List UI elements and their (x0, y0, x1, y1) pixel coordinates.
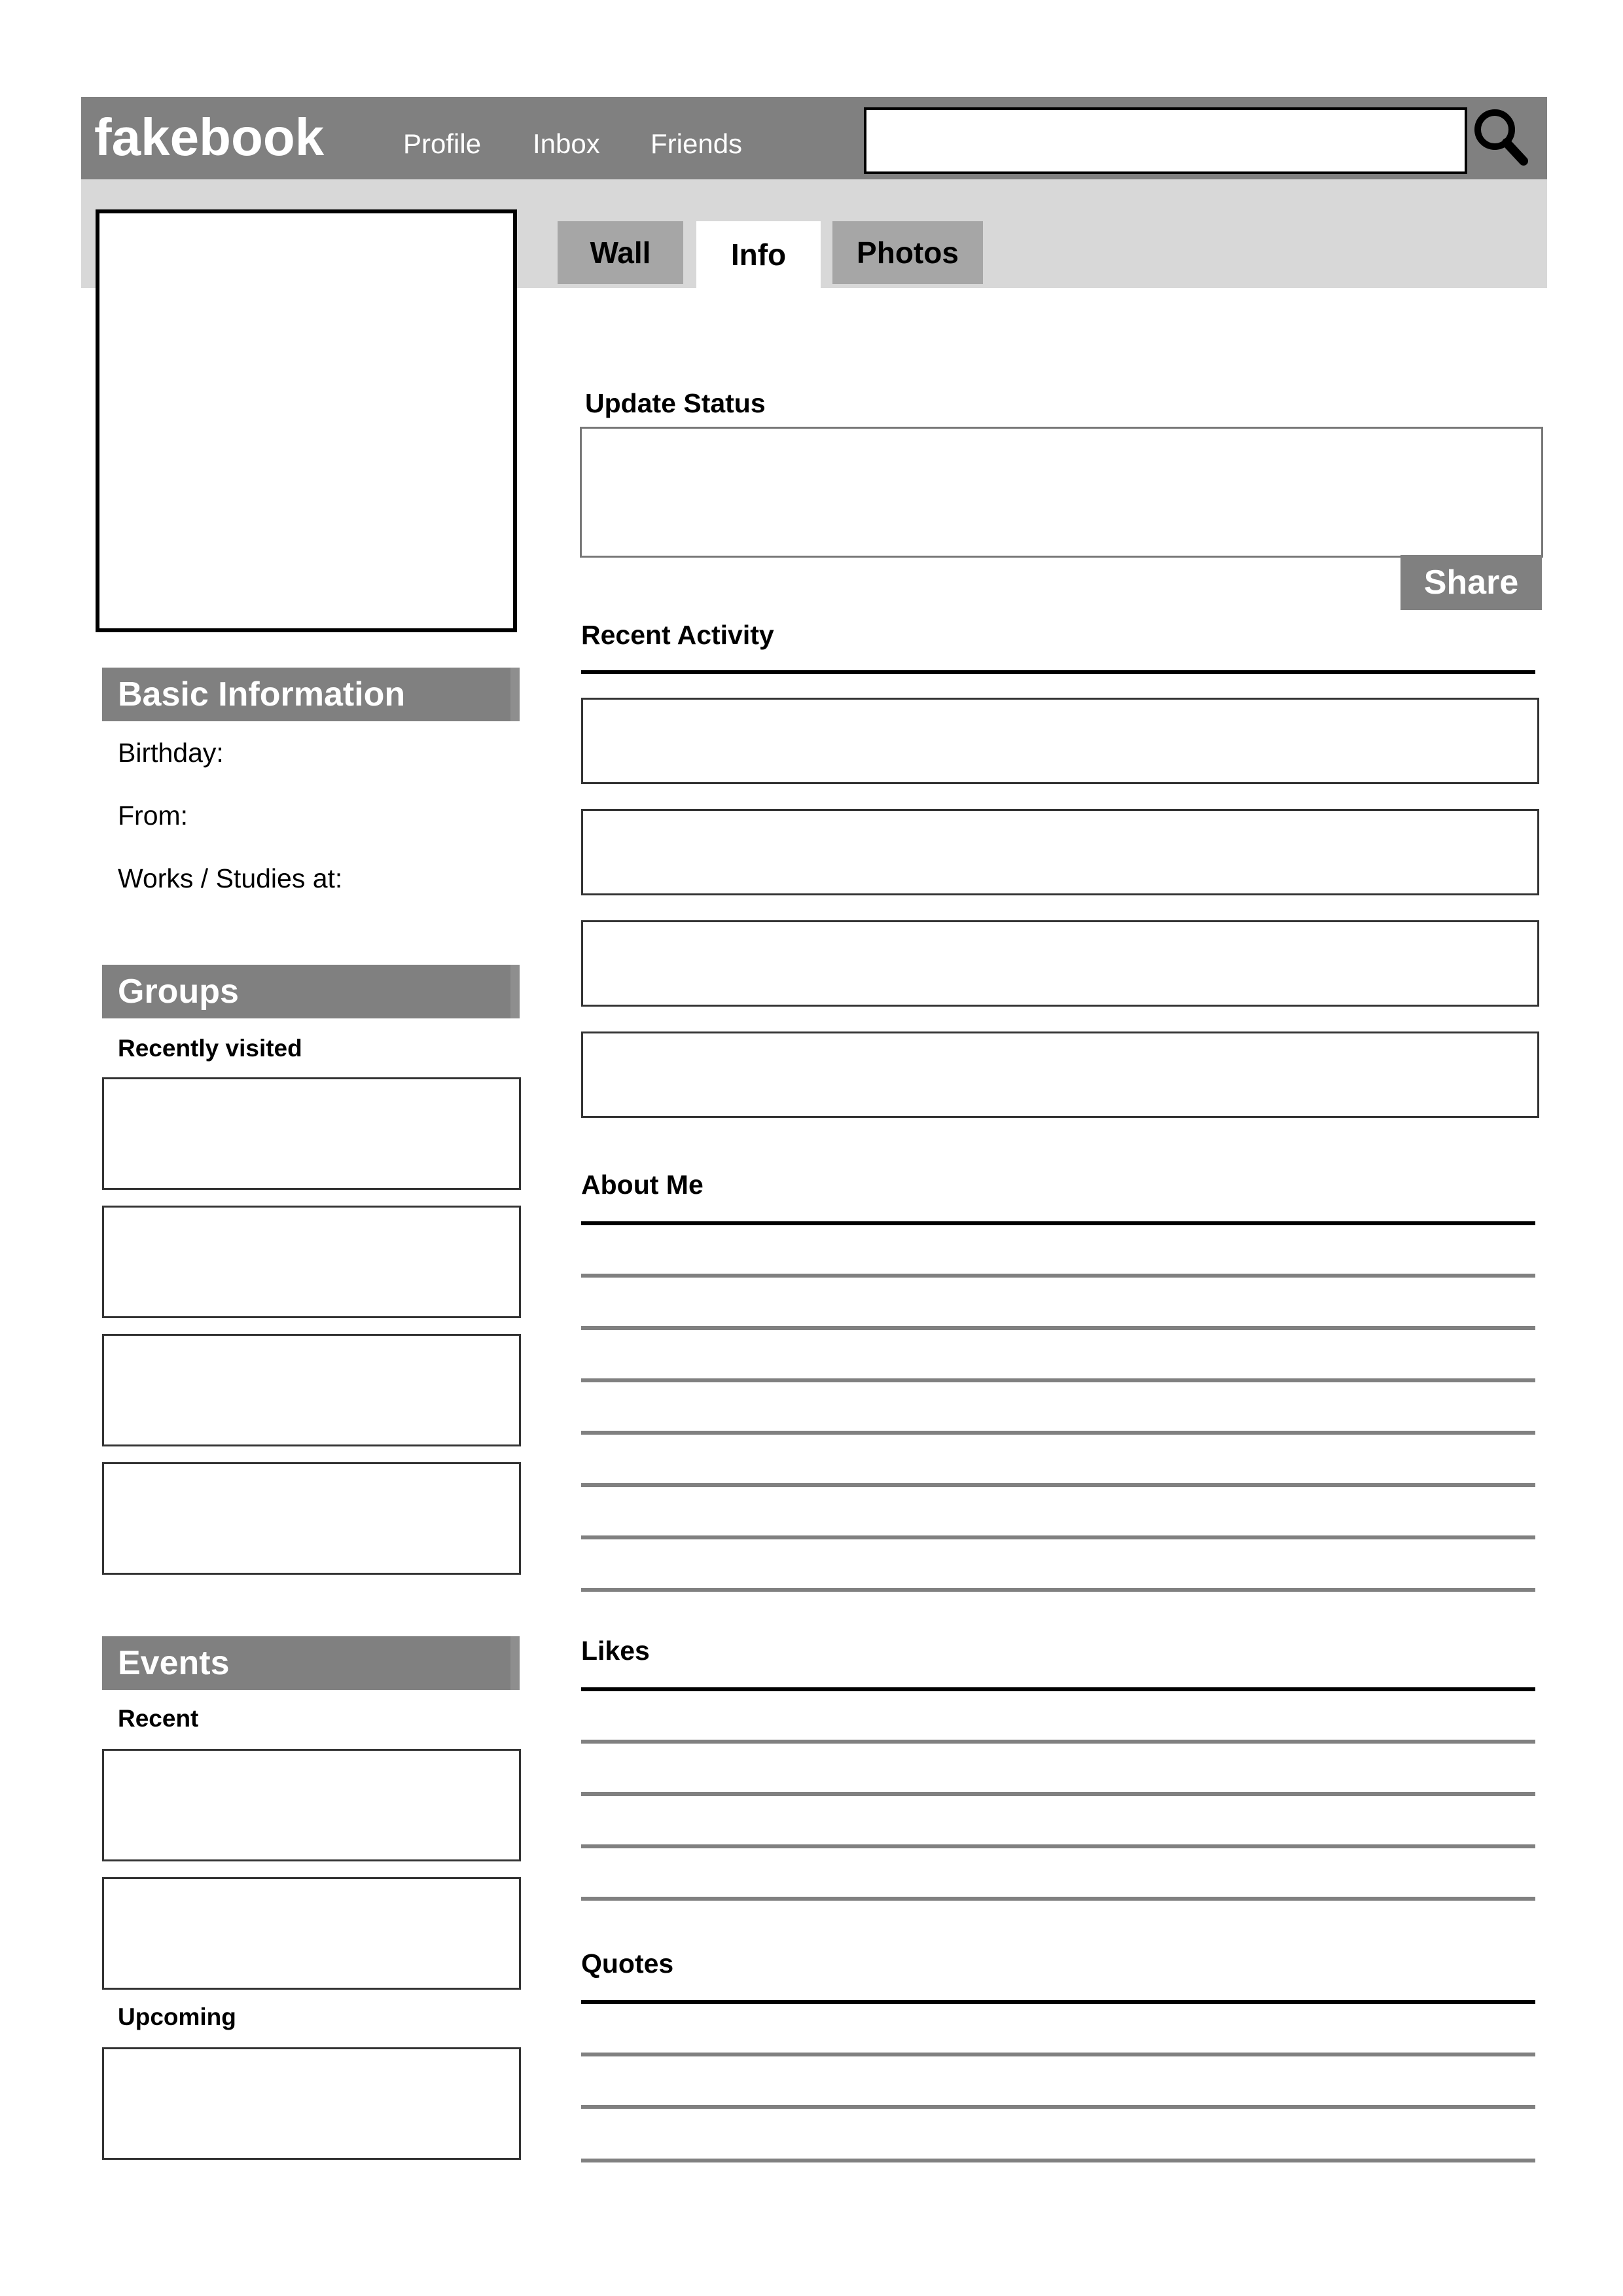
status-input[interactable] (580, 427, 1543, 558)
app-logo[interactable]: fakebook (94, 108, 325, 166)
nav-link-inbox[interactable]: Inbox (533, 128, 600, 159)
writing-line (581, 2053, 1535, 2056)
tab-photos[interactable]: Photos (832, 221, 983, 284)
group-item[interactable] (102, 1077, 521, 1190)
writing-line (581, 1588, 1535, 1592)
search-icon (1471, 105, 1530, 170)
search-button[interactable] (1471, 105, 1530, 170)
tab-wall[interactable]: Wall (558, 221, 683, 284)
writing-line (581, 1431, 1535, 1435)
writing-line (581, 1897, 1535, 1901)
activity-item[interactable] (581, 1031, 1539, 1118)
recent-activity-title: Recent Activity (581, 620, 774, 650)
writing-line (581, 1844, 1535, 1848)
group-item[interactable] (102, 1206, 521, 1318)
likes-title: Likes (581, 1636, 650, 1666)
section-divider (581, 1221, 1535, 1225)
section-divider (581, 670, 1535, 674)
writing-line (581, 1792, 1535, 1796)
writing-line (581, 1378, 1535, 1382)
recent-events-label: Recent (118, 1705, 199, 1732)
nav-link-profile[interactable]: Profile (403, 128, 482, 159)
basic-information-header: Basic Information (102, 668, 520, 721)
share-button[interactable]: Share (1400, 555, 1542, 610)
activity-item[interactable] (581, 698, 1539, 784)
writing-line (581, 1740, 1535, 1744)
group-item[interactable] (102, 1462, 521, 1575)
group-item[interactable] (102, 1334, 521, 1446)
profile-photo[interactable] (96, 209, 517, 632)
writing-line (581, 2105, 1535, 2109)
upcoming-events-label: Upcoming (118, 2003, 236, 2030)
quotes-title: Quotes (581, 1948, 674, 1979)
works-studies-label: Works / Studies at: (118, 863, 343, 893)
about-me-title: About Me (581, 1170, 704, 1200)
update-status-title: Update Status (585, 388, 766, 418)
writing-line (581, 1274, 1535, 1278)
search-input[interactable] (864, 107, 1467, 174)
event-item[interactable] (102, 2047, 521, 2160)
activity-item[interactable] (581, 920, 1539, 1007)
tab-info[interactable]: Info (696, 221, 821, 288)
birthday-label: Birthday: (118, 738, 224, 768)
section-divider (581, 2000, 1535, 2004)
nav-link-friends[interactable]: Friends (651, 128, 743, 159)
writing-line (581, 2159, 1535, 2162)
recently-visited-label: Recently visited (118, 1035, 302, 1062)
writing-line (581, 1535, 1535, 1539)
from-label: From: (118, 800, 188, 831)
events-header: Events (102, 1636, 520, 1690)
writing-line (581, 1483, 1535, 1487)
groups-header: Groups (102, 965, 520, 1018)
event-item[interactable] (102, 1877, 521, 1990)
event-item[interactable] (102, 1749, 521, 1861)
section-divider (581, 1687, 1535, 1691)
activity-item[interactable] (581, 809, 1539, 895)
writing-line (581, 1326, 1535, 1330)
